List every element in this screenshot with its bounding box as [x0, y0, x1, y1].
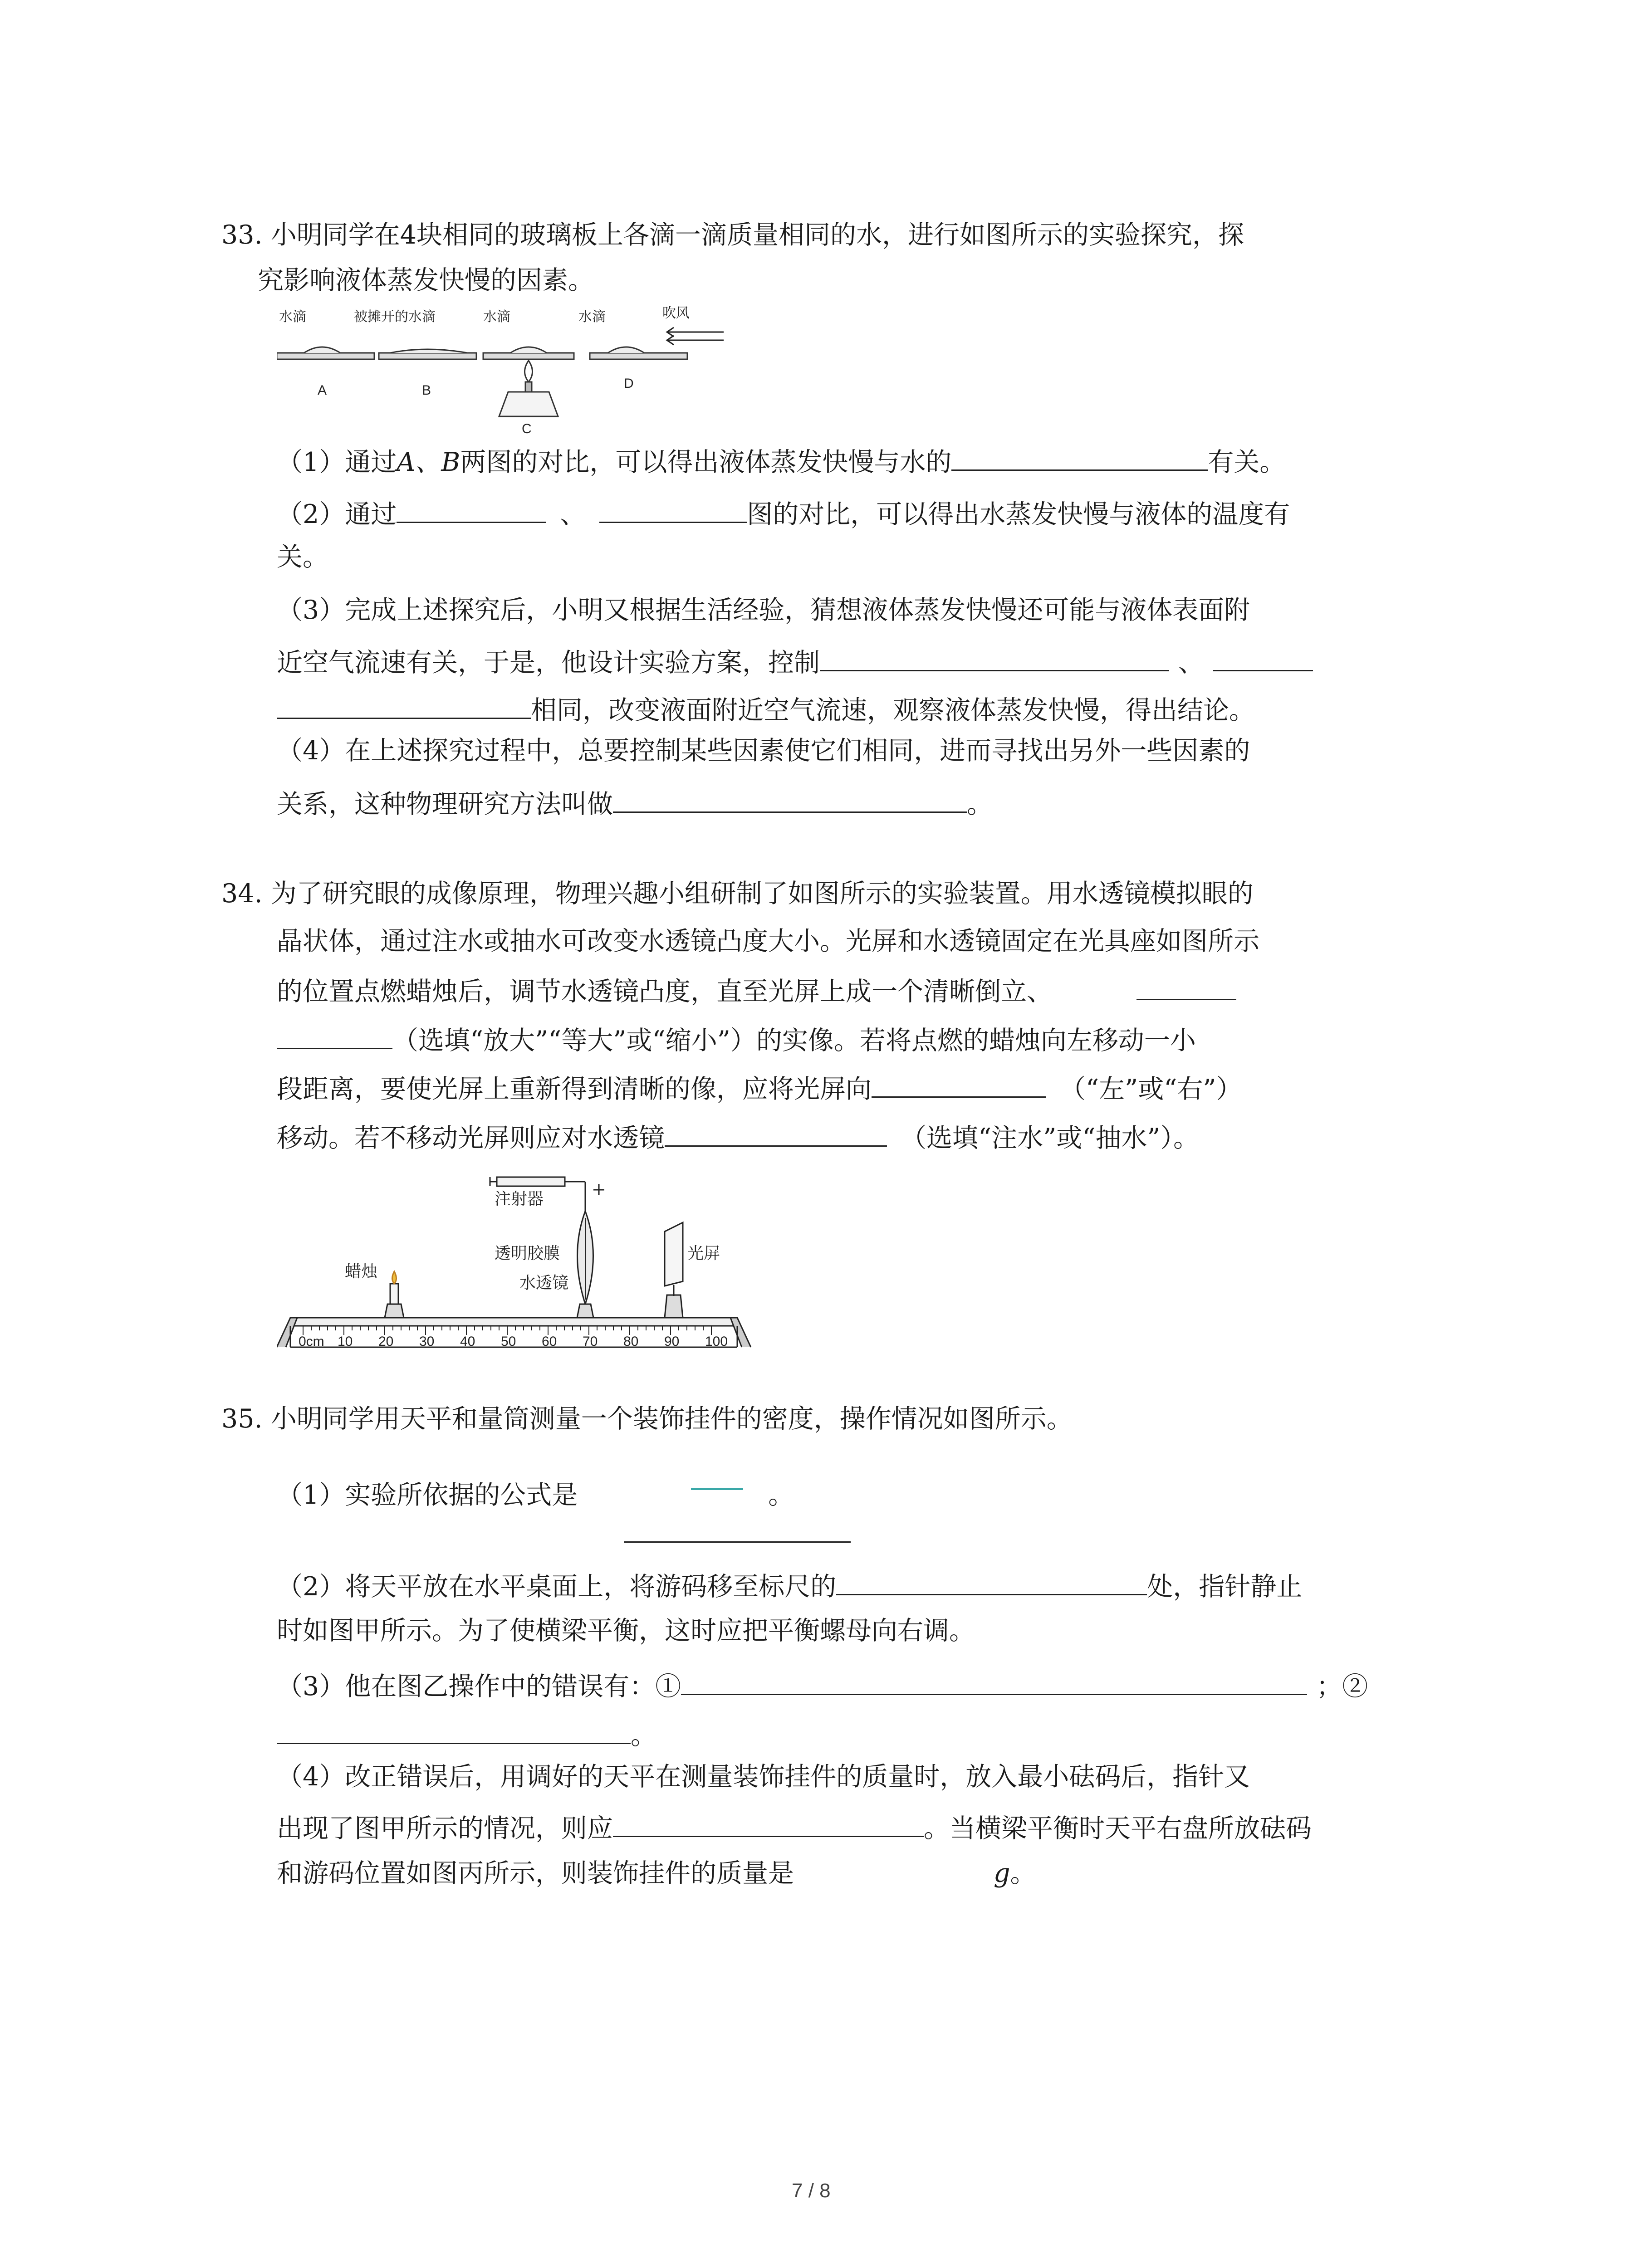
- q34-line1: 34. 为了研究眼的成像原理，物理兴趣小组研制了如图所示的实验装置。用水透镜模拟眼的: [221, 879, 1254, 909]
- q33-fig-panel-c: C: [522, 421, 532, 436]
- q33-fig-label-wind: 吹风: [662, 306, 690, 321]
- q33-p2-sep: 、: [560, 499, 586, 529]
- q34-fig-candle-label: 蜡烛: [345, 1262, 378, 1281]
- ruler-tick-label: 80: [623, 1334, 639, 1349]
- q35-part1: [277, 1476, 794, 1513]
- q35-part4-line3: [277, 1855, 1036, 1892]
- q33-part2: [277, 494, 1290, 533]
- q33-fig-label-c-top: 水滴: [483, 309, 510, 324]
- q33-p3-answer-blank-2[interactable]: [1213, 642, 1313, 671]
- q33-p2-answer-blank-1[interactable]: [397, 494, 546, 523]
- q34-answer-blank-1-cont[interactable]: [277, 1020, 392, 1049]
- q33-part3-line1: （3）完成上述探究后，小明又根据生活经验，猜想液体蒸发快慢还可能与液体表面附: [277, 595, 1250, 625]
- q35-p4-suffix: 。: [1010, 1858, 1036, 1888]
- q33-p2-text: 图的对比，可以得出水蒸发快慢与液体的温度有: [747, 499, 1290, 529]
- q33-fig-panel-a: A: [318, 383, 327, 398]
- q33-p1-prefix: （1）通过: [277, 447, 397, 477]
- q34-line3: [277, 971, 1236, 1010]
- q34-line5-text: 段距离，要使光屏上重新得到清晰的像，应将光屏向: [277, 1074, 872, 1104]
- q33-part3-line3: [277, 689, 1255, 728]
- q33-p3-answer-blank-2-cont[interactable]: [277, 689, 531, 719]
- q35-part2-line1: [277, 1566, 1302, 1605]
- q35-p2-text: （2）将天平放在水平桌面上，将游码移至标尺的: [277, 1572, 837, 1602]
- q34-line6-suffix: （选填“注水”或“抽水”）。: [901, 1123, 1200, 1153]
- q34-line5-suffix: （“左”或“右”）: [1060, 1074, 1242, 1104]
- q33-part4-line2: [277, 783, 993, 822]
- q34-fig-membrane-label: 透明胶膜: [495, 1244, 560, 1262]
- q34-optical-bench-figure: [277, 1168, 753, 1349]
- q35-p4-text: 出现了图甲所示的情况，则应: [277, 1813, 613, 1843]
- q35-p4-answer-blank-1[interactable]: [613, 1808, 924, 1837]
- q33-p2-prefix: （2）通过: [277, 499, 397, 529]
- ruler-tick-label: 40: [460, 1334, 475, 1349]
- q33-fig-label-a-top: 水滴: [279, 309, 306, 324]
- q34-line5: [277, 1068, 1242, 1107]
- q35-p4-text-3: 和游码位置如图丙所示，则装饰挂件的质量是: [277, 1858, 794, 1888]
- q35-part4-line1: （4）改正错误后，用调好的天平在测量装饰挂件的质量时，放入最小砝码后，指针又: [277, 1762, 1250, 1792]
- q35-p2-suffix: 处，指针静止: [1147, 1572, 1303, 1602]
- q35-p3-text: （3）他在图乙操作中的错误有：①: [277, 1672, 681, 1701]
- q35-p1-answer-blank[interactable]: [624, 1541, 851, 1543]
- q34-line6: [277, 1117, 1199, 1156]
- q33-p1-text: 两图的对比，可以得出液体蒸发快慢与水的: [460, 447, 952, 477]
- q33-p3-answer-blank-1[interactable]: [820, 642, 1169, 671]
- q33-part3-line2: [277, 642, 1313, 681]
- q33-p4-suffix: 。: [967, 789, 993, 819]
- q35-line1: 35. 小明同学用天平和量筒测量一个装饰挂件的密度，操作情况如图所示。: [221, 1404, 1073, 1434]
- q35-p2-answer-blank[interactable]: [836, 1566, 1147, 1595]
- q35-p3-sep: ；②: [1316, 1672, 1368, 1701]
- q34-answer-blank-2[interactable]: [872, 1068, 1046, 1098]
- q34-line4: [277, 1020, 1196, 1059]
- ruler-tick-label: 50: [501, 1334, 516, 1349]
- q33-intro-line2: 究影响液体蒸发快慢的因素。: [258, 265, 594, 295]
- q33-p3-text: 近空气流速有关，于是，他设计实验方案，控制: [277, 648, 820, 678]
- q34-line3-text: 的位置点燃蜡烛后，调节水透镜凸度，直至光屏上成一个清晰倒立、: [277, 977, 1053, 1007]
- q34-line6-text: 移动。若不移动光屏则应对水透镜: [277, 1123, 665, 1153]
- ruler-tick-label: 100: [705, 1334, 728, 1349]
- q33-p2-answer-blank-2[interactable]: [599, 494, 747, 523]
- ruler-tick-label: 20: [378, 1334, 394, 1349]
- q33-p1-answer-blank[interactable]: [951, 441, 1208, 471]
- q33-part1: [277, 441, 1285, 480]
- q33-p3-suffix: 相同，改变液面附近空气流速，观察液体蒸发快慢，得出结论。: [531, 695, 1255, 725]
- ruler-tick-label: 10: [338, 1334, 353, 1349]
- q34-line4-text: （选填“放大”“等大”或“缩小”）的实像。若将点燃的蜡烛向左移动一小: [392, 1026, 1196, 1056]
- q33-fig-label-b-top: 被摊开的水滴: [354, 309, 436, 324]
- q34-fig-screen-label: 光屏: [687, 1244, 720, 1262]
- q35-p3-answer-blank-2[interactable]: [277, 1715, 631, 1744]
- q33-part4-line1: （4）在上述探究过程中，总要控制某些因素使它们相同，进而寻找出另外一些因素的: [277, 736, 1250, 766]
- q35-p3-answer-blank-1[interactable]: [681, 1666, 1307, 1695]
- q34-fig-syringe-label: 注射器: [495, 1189, 544, 1208]
- ruler-tick-label: 0cm: [299, 1334, 324, 1349]
- q35-formula-placeholder[interactable]: [578, 1476, 768, 1504]
- q35-p4-unit: g: [994, 1858, 1010, 1888]
- q35-part2-line2: 时如图甲所示。为了使横梁平衡，这时应把平衡螺母向右调。: [277, 1616, 975, 1646]
- ruler-tick-label: 70: [583, 1334, 598, 1349]
- ruler-tick-label: 30: [419, 1334, 435, 1349]
- ruler-tick-label: 60: [542, 1334, 557, 1349]
- q33-intro-line1: 33. 小明同学在4块相同的玻璃板上各滴一滴质量相同的水，进行如图所示的实验探究，探: [221, 220, 1244, 250]
- q33-p1-suffix: 有关。: [1208, 447, 1286, 477]
- q33-evaporation-figure: [277, 304, 730, 440]
- q34-line2: 晶状体，通过注水或抽水可改变水透镜凸度大小。光屏和水透镜固定在光具座如图所示: [277, 926, 1259, 956]
- q33-part2-cont: 关。: [277, 542, 328, 572]
- q35-p1-suffix: 。: [768, 1480, 794, 1510]
- q35-p1-text: （1）实验所依据的公式是: [277, 1480, 578, 1510]
- q34-fig-lens-label: 水透镜: [519, 1273, 569, 1292]
- q33-p4-text: 关系，这种物理研究方法叫做: [277, 789, 613, 819]
- q34-answer-blank-1[interactable]: [1136, 971, 1236, 1000]
- q33-p3-sep: 、: [1178, 648, 1204, 678]
- ruler-tick-label: 90: [664, 1334, 680, 1349]
- q33-p1-ab: A、B: [397, 447, 460, 477]
- q33-fig-panel-d: D: [624, 376, 634, 391]
- q33-fig-panel-b: B: [422, 383, 431, 398]
- q35-p3-suffix: 。: [631, 1721, 656, 1750]
- q35-part4-line2: [277, 1808, 1312, 1847]
- q35-part3-line2: [277, 1715, 656, 1754]
- q33-p4-answer-blank[interactable]: [613, 783, 967, 813]
- q35-p4-text-2: 。当横梁平衡时天平右盘所放砝码: [924, 1813, 1312, 1843]
- q34-answer-blank-3[interactable]: [665, 1117, 887, 1147]
- page-number: 7 / 8: [792, 2180, 831, 2202]
- q35-fraction-bar: [691, 1488, 743, 1490]
- q33-fig-label-d-top: 水滴: [578, 309, 606, 324]
- q35-part3-line1: [277, 1666, 1368, 1705]
